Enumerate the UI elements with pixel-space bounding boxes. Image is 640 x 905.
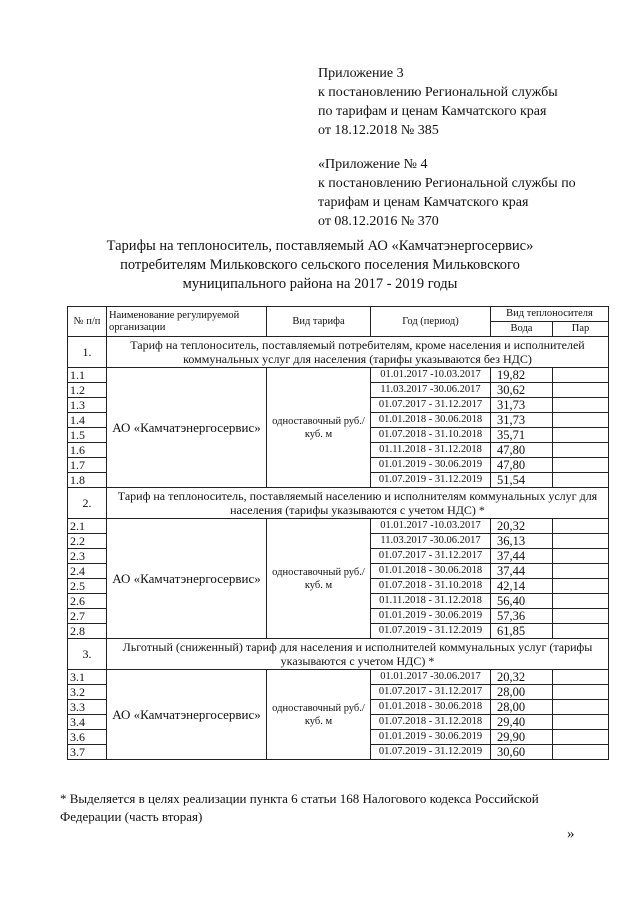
- row-num: 3.1: [68, 670, 107, 685]
- period: 11.03.2017 -30.06.2017: [371, 534, 491, 549]
- steam-value: [553, 624, 609, 639]
- row-num: 1.6: [68, 443, 107, 458]
- steam-value: [553, 413, 609, 428]
- row-num: 2.1: [68, 519, 107, 534]
- water-value: 28,00: [491, 700, 553, 715]
- steam-value: [553, 730, 609, 745]
- header-line: от 08.12.2016 № 370: [318, 214, 439, 229]
- row-num: 2.6: [68, 594, 107, 609]
- period: 01.07.2019 - 31.12.2019: [371, 745, 491, 760]
- appendix-header: [318, 64, 558, 140]
- water-value: 31,73: [491, 398, 553, 413]
- period: 01.07.2018 - 31.10.2018: [371, 579, 491, 594]
- header-tariff-type: Вид тарифа: [267, 307, 371, 337]
- water-value: 36,13: [491, 534, 553, 549]
- period: 01.01.2017 -10.03.2017: [371, 368, 491, 383]
- header-water: Вода: [491, 322, 553, 337]
- steam-value: [553, 594, 609, 609]
- water-value: 47,80: [491, 458, 553, 473]
- steam-value: [553, 458, 609, 473]
- row-num: 1.3: [68, 398, 107, 413]
- period: 01.01.2018 - 30.06.2018: [371, 564, 491, 579]
- period: 01.01.2019 - 30.06.2019: [371, 730, 491, 745]
- water-value: 30,62: [491, 383, 553, 398]
- table-row: [68, 519, 609, 534]
- period: 11.03.2017 -30.06.2017: [371, 383, 491, 398]
- row-num: 2.7: [68, 609, 107, 624]
- org-name: АО «Камчатэнергосервис»: [107, 519, 267, 639]
- water-value: 57,36: [491, 609, 553, 624]
- period: 01.01.2017 -30.06.2017: [371, 670, 491, 685]
- water-value: 30,60: [491, 745, 553, 760]
- section-title: Льготный (сниженный) тариф для населения и исполнителей коммунальных услуг (тарифы указываются с учетом НДС) *: [107, 639, 609, 670]
- header-line: «Приложение № 4: [318, 157, 428, 172]
- closing-quote: »: [567, 826, 575, 842]
- row-num: 1.1: [68, 368, 107, 383]
- row-num: 1.8: [68, 473, 107, 488]
- section-num: 1.: [68, 337, 107, 368]
- title-line: потребителям Мильковского сельского поселения Мильковского: [120, 257, 520, 273]
- header-period: Год (период): [371, 307, 491, 337]
- steam-value: [553, 428, 609, 443]
- section-row: [68, 337, 609, 368]
- steam-value: [553, 473, 609, 488]
- tariff-type: одноставочный руб./куб. м: [267, 368, 371, 488]
- period: 01.07.2018 - 31.10.2018: [371, 428, 491, 443]
- steam-value: [553, 398, 609, 413]
- period: 01.07.2017 - 31.12.2017: [371, 398, 491, 413]
- row-num: 2.8: [68, 624, 107, 639]
- steam-value: [553, 670, 609, 685]
- period: 01.01.2019 - 30.06.2019: [371, 609, 491, 624]
- header-line: Приложение 3: [318, 66, 404, 81]
- header-carrier: Вид теплоносителя: [491, 307, 609, 322]
- period: 01.01.2018 - 30.06.2018: [371, 413, 491, 428]
- header-num: № п/п: [68, 307, 107, 337]
- org-name: АО «Камчатэнергосервис»: [107, 368, 267, 488]
- section-num: 2.: [68, 488, 107, 519]
- water-value: 35,71: [491, 428, 553, 443]
- water-value: 28,00: [491, 685, 553, 700]
- steam-value: [553, 519, 609, 534]
- water-value: 29,40: [491, 715, 553, 730]
- table-row: [68, 670, 609, 685]
- period: 01.11.2018 - 31.12.2018: [371, 443, 491, 458]
- period: 01.11.2018 - 31.12.2018: [371, 594, 491, 609]
- water-value: 42,14: [491, 579, 553, 594]
- water-value: 20,32: [491, 519, 553, 534]
- table-row: [68, 368, 609, 383]
- section-row: [68, 639, 609, 670]
- period: 01.01.2018 - 30.06.2018: [371, 700, 491, 715]
- section-title: Тариф на теплоноситель, поставляемый населению и исполнителям коммунальных услуг для населения (тарифы указываются с учетом НДС) *: [107, 488, 609, 519]
- period: 01.07.2017 - 31.12.2017: [371, 685, 491, 700]
- header-line: к постановлению Региональной службы: [318, 85, 558, 100]
- row-num: 3.4: [68, 715, 107, 730]
- steam-value: [553, 700, 609, 715]
- tariff-type: одноставочный руб./куб. м: [267, 670, 371, 760]
- row-num: 1.4: [68, 413, 107, 428]
- row-num: 3.7: [68, 745, 107, 760]
- period: 01.07.2018 - 31.12.2018: [371, 715, 491, 730]
- water-value: 37,44: [491, 564, 553, 579]
- header-steam: Пар: [553, 322, 609, 337]
- steam-value: [553, 383, 609, 398]
- steam-value: [553, 609, 609, 624]
- water-value: 29,90: [491, 730, 553, 745]
- period: 01.07.2019 - 31.12.2019: [371, 624, 491, 639]
- row-num: 1.2: [68, 383, 107, 398]
- row-num: 1.7: [68, 458, 107, 473]
- header-line: к постановлению Региональной службы по: [318, 176, 576, 191]
- tariff-type: одноставочный руб./куб. м: [267, 519, 371, 639]
- row-num: 3.6: [68, 730, 107, 745]
- period: 01.01.2017 -10.03.2017: [371, 519, 491, 534]
- row-num: 2.2: [68, 534, 107, 549]
- org-name: АО «Камчатэнергосервис»: [107, 670, 267, 760]
- water-value: 47,80: [491, 443, 553, 458]
- original-appendix-header: [318, 155, 576, 231]
- row-num: 2.5: [68, 579, 107, 594]
- section-row: [68, 488, 609, 519]
- water-value: 19,82: [491, 368, 553, 383]
- row-num: 3.2: [68, 685, 107, 700]
- water-value: 61,85: [491, 624, 553, 639]
- steam-value: [553, 443, 609, 458]
- row-num: 1.5: [68, 428, 107, 443]
- period: 01.07.2017 - 31.12.2017: [371, 549, 491, 564]
- steam-value: [553, 685, 609, 700]
- tariff-table: [67, 306, 609, 760]
- section-title: Тариф на теплоноситель, поставляемый потребителям, кроме населения и исполнителей коммунальных услуг для населения (тарифы указываются без НДС): [107, 337, 609, 368]
- section-num: 3.: [68, 639, 107, 670]
- row-num: 3.3: [68, 700, 107, 715]
- header-line: тарифам и ценам Камчатского края: [318, 195, 529, 210]
- document-title: [60, 237, 580, 294]
- row-num: 2.4: [68, 564, 107, 579]
- steam-value: [553, 534, 609, 549]
- steam-value: [553, 745, 609, 760]
- water-value: 20,32: [491, 670, 553, 685]
- tariff-table-body: [68, 307, 609, 760]
- water-value: 31,73: [491, 413, 553, 428]
- title-line: Тарифы на теплоноситель, поставляемый АО «Камчатэнергосервис»: [106, 238, 534, 254]
- water-value: 37,44: [491, 549, 553, 564]
- header-org: Наименование регулируемой организации: [107, 307, 267, 337]
- title-line: муниципального района на 2017 - 2019 годы: [182, 276, 458, 292]
- period: 01.01.2019 - 30.06.2019: [371, 458, 491, 473]
- footnote: * Выделяется в целях реализации пункта 6 статьи 168 Налогового кодекса Российской Федерации (часть вторая): [60, 791, 539, 824]
- steam-value: [553, 715, 609, 730]
- table-header-row: [68, 307, 609, 322]
- period: 01.07.2019 - 31.12.2019: [371, 473, 491, 488]
- steam-value: [553, 579, 609, 594]
- header-line: от 18.12.2018 № 385: [318, 123, 439, 138]
- water-value: 56,40: [491, 594, 553, 609]
- steam-value: [553, 368, 609, 383]
- steam-value: [553, 549, 609, 564]
- header-line: по тарифам и ценам Камчатского края: [318, 104, 547, 119]
- row-num: 2.3: [68, 549, 107, 564]
- water-value: 51,54: [491, 473, 553, 488]
- steam-value: [553, 564, 609, 579]
